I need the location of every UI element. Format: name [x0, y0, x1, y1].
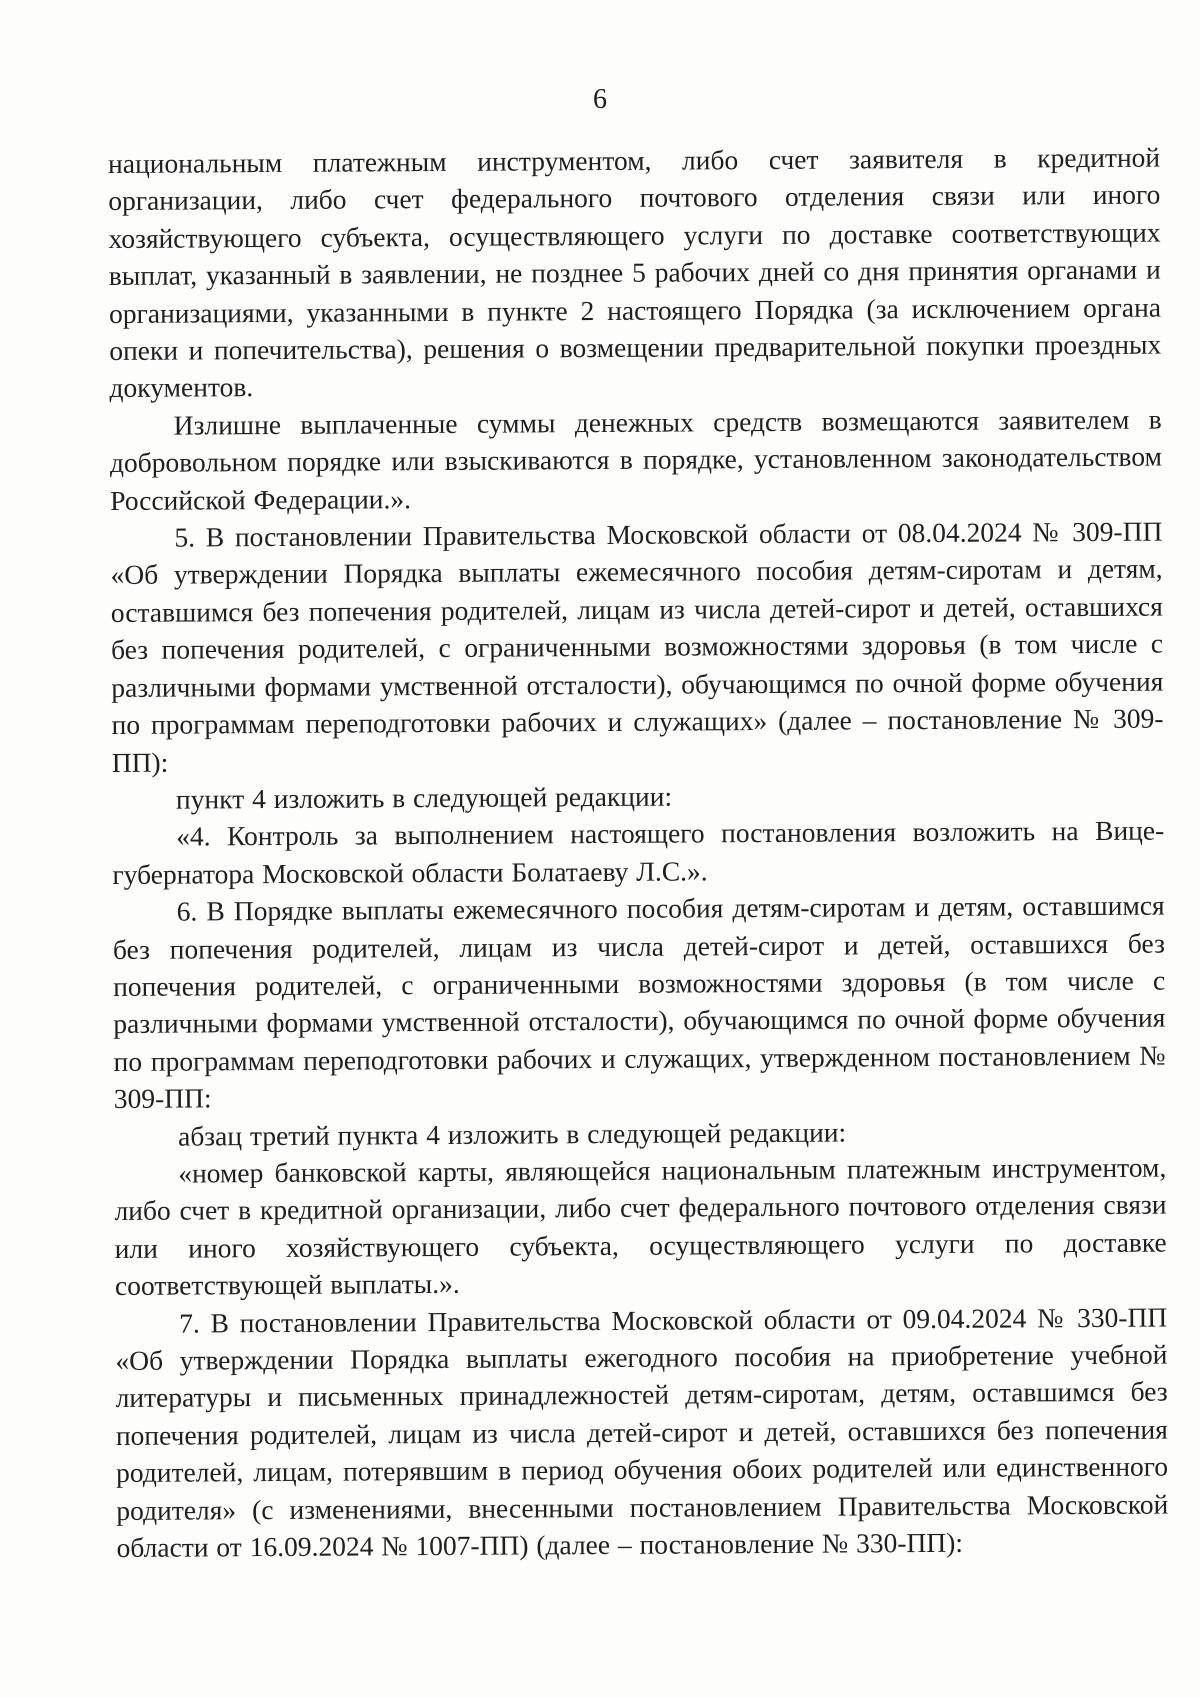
paragraph-item-6: 6. В Порядке выплаты ежемесячного пособия детям-сиротам и детям, оставшимся без попечения родителей, лицам из числа детей-сирот и детей, оставшихся без попечения родителей, с ограниченными возможностями здоровья (в том числе с различными формами умственной отсталости), обучающимся по очной форме обучения по программам переподготовки рабочих и служащих, утвержденном постановлением № 309-ПП:: [112, 889, 1166, 1115]
paragraph-item-6-quote: «номер банковской карты, являющейся национальным платежным инструментом, либо счет в кредитной организации, либо счет федерального почтового отделения связи или иного хозяйствующего субъекта, осуществляющего услуги по доставке соответствующей выплаты.».: [114, 1151, 1167, 1302]
paragraph-item-5-instruction: пункт 4 изложить в следующей редакции:: [175, 780, 673, 815]
page-number: 6: [593, 84, 607, 115]
document-body: [108, 139, 1169, 1567]
paragraph-item-5-quote: «4. Контроль за выполнением настоящего постановления возложить на Вице-губернатора Московской области Болатаеву Л.С.».: [112, 814, 1165, 890]
paragraph-item-5: 5. В постановлении Правительства Московской области от 08.04.2024 № 309-ПП «Об утверждении Порядка выплаты ежемесячного пособия детям-сиротам и детям, оставшимся без попечения родителей, лицам из числа детей-сирот и детей, оставшихся без попечения родителей, с ограниченными возможностями здоровья (в том числе с различными формами умственной отсталости), обучающимся по очной форме обучения по программам переподготовки рабочих и служащих» (далее – постановление № 309-ПП):: [110, 515, 1164, 778]
paragraph-overpayment: Излишне выплаченные суммы денежных средств возмещаются заявителем в добровольном порядке или взыскиваются в порядке, установленном законодательством Российской Федерации.».: [109, 403, 1163, 516]
paragraph-item-6-instruction: абзац третий пункта 4 изложить в следующей редакции:: [177, 1116, 847, 1152]
paragraph-item-7: 7. В постановлении Правительства Московской области от 09.04.2024 № 330-ПП «Об утверждении Порядка выплаты ежегодного пособия на приобретение учебной литературы и письменных принадлежностей детям-сиротам, детям, оставшимся без попечения родителей, лицам из числа детей-сирот и детей, оставшихся без попечения родителей, лицам, потерявшим в период обучения обоих родителей или единственного родителя» (с изменениями, внесенными постановлением Правительства Московской области от 16.09.2024 № 1007-ПП) (далее – постановление № 330-ПП):: [115, 1301, 1169, 1564]
paragraph-continuation: национальным платежным инструментом, либо счет заявителя в кредитной организации, либо счет федерального почтового отделения связи или иного хозяйствующего субъекта, осуществляющего услуги по доставке соответствующих выплат, указанный в заявлении, не позднее 5 рабочих дней со дня принятия органами и организациями, указанными в пункте 2 настоящего Порядка (за исключением органа опеки и попечительства), решения о возмещении предварительной покупки проездных документов.: [108, 141, 1162, 404]
